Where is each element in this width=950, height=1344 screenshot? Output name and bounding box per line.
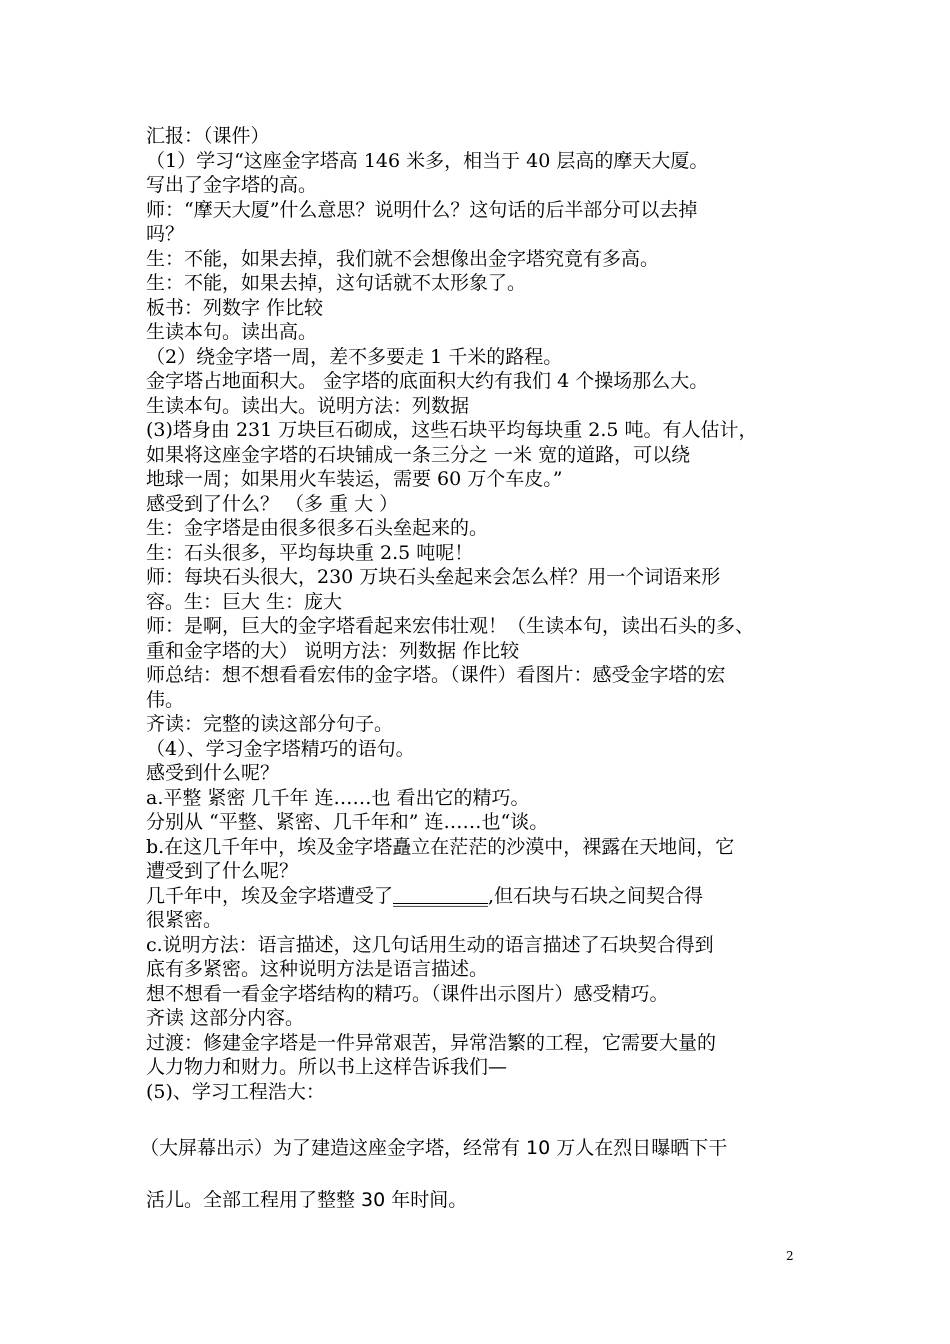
screen-display-text-continued: 活儿。全部工程用了整整 30 年时间。 — [146, 1189, 468, 1211]
text-line: (5)、学习工程浩大： — [146, 1080, 325, 1103]
text-line: 金字塔占地面积大。 金字塔的底面积大约有我们 4 个操场那么大。 — [146, 370, 709, 392]
blank-suffix: ,但石块与石块之间契合得 — [488, 884, 704, 907]
text-line: 生：不能，如果去掉，这句话就不太形象了。 — [146, 272, 527, 294]
screen-display-text: （大屏幕出示）为了建造这座金字塔，经常有 10 万人在烈日曝晒下干 — [140, 1137, 728, 1159]
text-line: 分别从 “平整、紧密、几千年和” 连……也“谈。 — [146, 811, 549, 833]
text-line: 齐读：完整的读这部分句子。 — [146, 713, 394, 735]
text-line: (3)塔身由 231 万块巨石砌成，这些石块平均每块重 2.5 吨。有人估计， — [146, 419, 758, 441]
text-line: 地球一周；如果用火车装运，需要 60 万个车皮。” — [146, 468, 563, 490]
text-line: 遭受到了什么呢？ — [146, 860, 299, 882]
text-line: 底有多紧密。这种说明方法是语言描述。 — [146, 958, 489, 980]
text-body — [146, 124, 826, 1104]
blank-prefix: 几千年中，埃及金字塔遭受了 — [146, 884, 394, 907]
text-line: 如果将这座金字塔的石块铺成一条三分之 一米 宽的道路，可以绕 — [146, 443, 691, 466]
text-line: （2）绕金字塔一周，差不多要走 1 千米的路程。 — [146, 345, 563, 368]
text-line: （4）、学习金字塔精巧的语句。 — [146, 737, 415, 760]
text-line: 生读本句。读出大。说明方法：列数据 — [146, 394, 470, 417]
page-number: 2 — [786, 1249, 794, 1263]
text-line: 容。生：巨大 生：庞大 — [146, 590, 343, 613]
text-line: 生：金字塔是由很多很多石头垒起来的。 — [146, 517, 489, 539]
text-line: 吗？ — [146, 223, 185, 245]
text-line: 生：石头很多，平均每块重 2.5 吨呢！ — [146, 541, 474, 564]
text-line: 板书：列数字 作比较 — [146, 296, 324, 319]
text-line: 生读本句。读出高。 — [146, 321, 318, 343]
fill-in-blank-line — [146, 884, 826, 909]
text-line: b.在这几千年中，埃及金字塔矗立在茫茫的沙漠中，裸露在天地间，它 — [146, 835, 735, 858]
text-line: 汇报：（课件） — [146, 125, 270, 147]
text-line: a.平整 紧密 几千年 连……也 看出它的精巧。 — [146, 786, 530, 809]
text-line: 生：不能，如果去掉，我们就不会想像出金字塔究竟有多高。 — [146, 247, 660, 270]
text-line: 伟。 — [146, 688, 185, 711]
text-line: 齐读 这部分内容。 — [146, 1007, 305, 1029]
text-line: 人力物力和财力。所以书上这样告诉我们— — [146, 1056, 508, 1078]
text-line: 过渡：修建金字塔是一件异常艰苦，异常浩繁的工程，它需要大量的 — [146, 1031, 717, 1054]
text-line: 想不想看一看金字塔结构的精巧。（课件出示图片）感受精巧。 — [146, 982, 669, 1005]
text-line: c.说明方法：语言描述，这几句话用生动的语言描述了石块契合得到 — [146, 933, 714, 956]
text-line: 感受到什么呢？ — [146, 762, 280, 784]
text-line: 写出了金字塔的高。 — [146, 174, 318, 196]
text-line: 师：是啊，巨大的金字塔看起来宏伟壮观！（生读本句，读出石头的多、 — [146, 615, 755, 637]
text-line: 重和金字塔的大） 说明方法：列数据 作比较 — [146, 639, 520, 662]
answer-blank: __________ — [393, 884, 489, 907]
text-line: 师：每块石头很大，230 万块石头垒起来会怎么样？用一个词语来形 — [146, 566, 721, 588]
text-line: （1）学习“这座金字塔高 146 米多，相当于 40 层高的摩天大厦。 — [146, 149, 709, 172]
text-line: 很紧密。 — [146, 909, 223, 931]
text-line: 感受到了什么？ （多 重 大 ） — [146, 492, 399, 515]
text-line: 师：“摩天大厦”什么意思？说明什么？这句话的后半部分可以去掉 — [146, 198, 698, 221]
text-line: 师总结：想不想看看宏伟的金字塔。（课件）看图片：感受金字塔的宏 — [146, 664, 726, 686]
